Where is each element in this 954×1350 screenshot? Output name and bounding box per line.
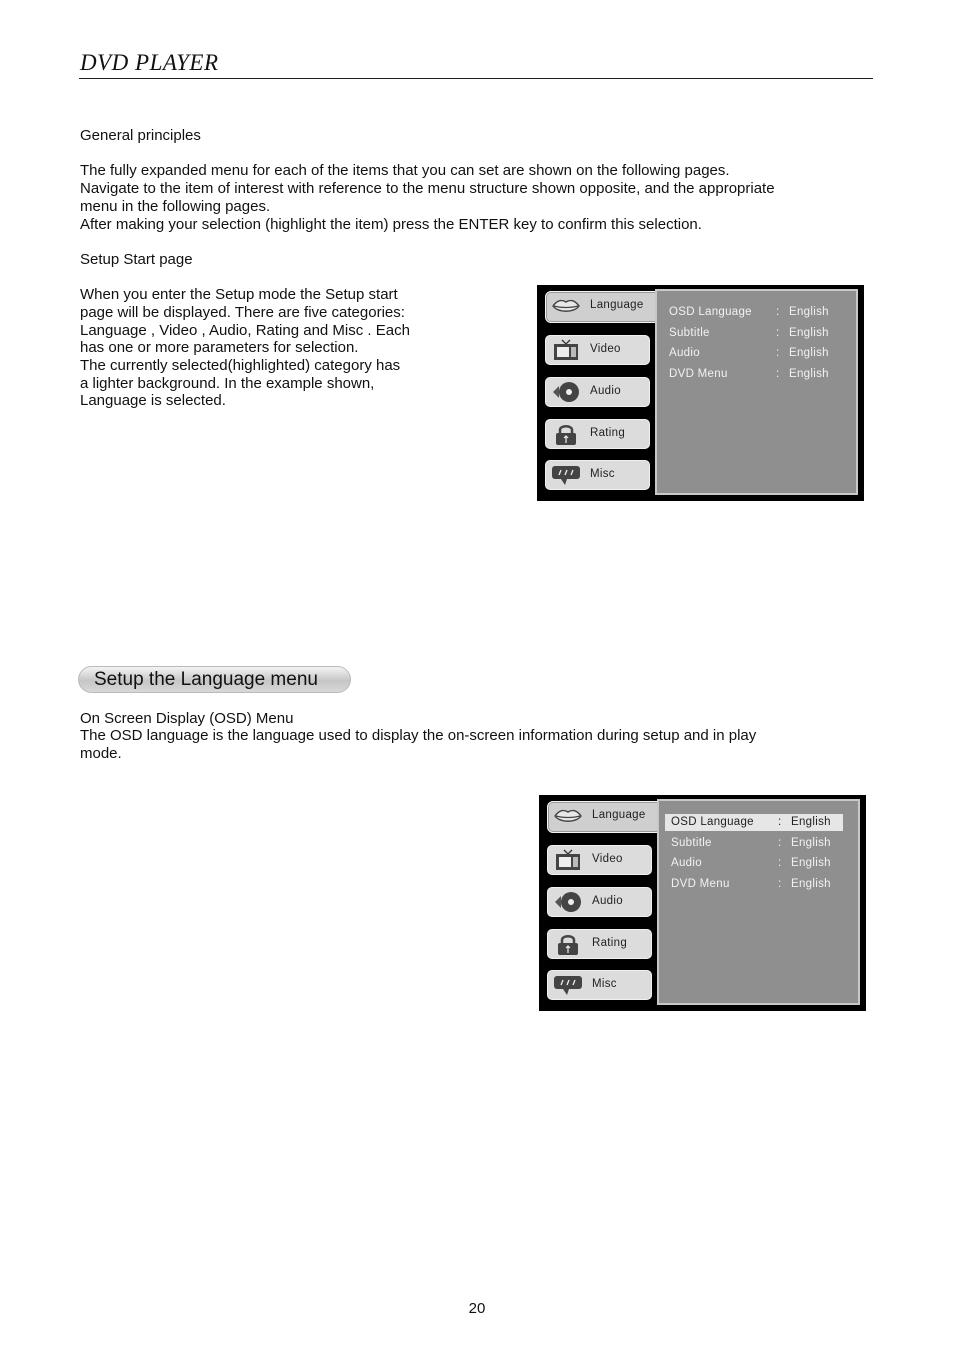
setup-start-text-line: Language is selected.	[80, 392, 226, 409]
osd-intro-line: mode.	[80, 745, 122, 762]
option-name: Subtitle	[669, 327, 710, 339]
category-label: Audio	[590, 385, 621, 397]
category-misc[interactable]	[545, 460, 650, 490]
category-label: Video	[590, 343, 621, 355]
option-subtitle[interactable]	[667, 325, 847, 342]
setup-menu-screenshot-language	[539, 795, 866, 1011]
category-misc[interactable]	[547, 970, 652, 1000]
category-label: Language	[590, 299, 644, 311]
option-value: English	[789, 368, 829, 380]
lips-icon	[551, 295, 581, 317]
option-name: Subtitle	[671, 837, 712, 849]
setup-start-text-line: The currently selected(highlighted) category has	[80, 357, 401, 374]
option-value: English	[789, 347, 829, 359]
option-separator: :	[776, 327, 780, 339]
category-label: Misc	[592, 978, 617, 990]
option-value: English	[789, 327, 829, 339]
section-title-pill	[78, 666, 351, 693]
option-name: DVD Menu	[669, 368, 728, 380]
option-value: English	[791, 857, 831, 869]
category-rating[interactable]	[547, 929, 652, 959]
disc-icon	[551, 381, 581, 403]
options-panel	[657, 799, 860, 1005]
option-separator: :	[778, 837, 782, 849]
page-header-title: DVD PLAYER	[80, 50, 219, 75]
category-label: Audio	[592, 895, 623, 907]
category-label: Rating	[590, 427, 626, 439]
setup-start-text-line: has one or more parameters for selection.	[80, 339, 359, 356]
option-value: English	[791, 816, 831, 828]
general-text-line: After making your selection (highlight the item) press the ENTER key to confirm this selection.	[80, 216, 702, 233]
option-separator: :	[776, 347, 780, 359]
option-separator: :	[778, 878, 782, 890]
option-name: OSD Language	[671, 816, 754, 828]
osd-intro-line: The OSD language is the language used to display the on-screen information during setup and in play	[80, 727, 757, 744]
option-separator: :	[776, 368, 780, 380]
section-title: Setup the Language menu	[94, 669, 318, 690]
option-osd-language[interactable]	[667, 304, 847, 321]
options-panel	[655, 289, 858, 495]
page-number: 20	[468, 1300, 486, 1317]
option-name: OSD Language	[669, 306, 752, 318]
osd-intro-line: On Screen Display (OSD) Menu	[80, 710, 294, 727]
lock-icon	[553, 933, 583, 955]
category-video[interactable]	[545, 335, 650, 365]
tv-icon	[551, 339, 581, 361]
option-separator: :	[778, 857, 782, 869]
option-osd-language[interactable]	[665, 814, 843, 831]
general-principles-heading: General principles	[80, 127, 201, 144]
category-label: Misc	[590, 468, 615, 480]
option-name: Audio	[669, 347, 700, 359]
disc-icon	[553, 891, 583, 913]
option-value: English	[791, 878, 831, 890]
header-rule	[79, 78, 873, 79]
option-audio[interactable]	[669, 855, 849, 872]
general-text-line: The fully expanded menu for each of the items that you can set are shown on the following pages.	[80, 162, 730, 179]
option-separator: :	[778, 816, 782, 828]
option-audio[interactable]	[667, 345, 847, 362]
setup-menu-screenshot-start	[537, 285, 864, 501]
lock-icon	[551, 423, 581, 445]
option-dvd-menu[interactable]	[667, 366, 847, 383]
category-audio[interactable]	[547, 887, 652, 917]
lips-icon	[553, 805, 583, 827]
option-dvd-menu[interactable]	[669, 876, 849, 893]
category-language[interactable]	[547, 801, 659, 833]
category-rating[interactable]	[545, 419, 650, 449]
option-value: English	[791, 837, 831, 849]
category-label: Video	[592, 853, 623, 865]
option-name: Audio	[671, 857, 702, 869]
setup-start-text-line: Language , Video , Audio, Rating and Misc . Each	[80, 322, 410, 339]
category-audio[interactable]	[545, 377, 650, 407]
tv-icon	[553, 849, 583, 871]
option-subtitle[interactable]	[669, 835, 849, 852]
setup-start-text-line: a lighter background. In the example shown,	[80, 375, 375, 392]
option-value: English	[789, 306, 829, 318]
general-text-line: Navigate to the item of interest with reference to the menu structure shown opposite, and the appropriate	[80, 180, 775, 197]
speech-bubble-icon	[553, 974, 583, 996]
setup-start-heading: Setup Start page	[80, 251, 193, 268]
general-text-line: menu in the following pages.	[80, 198, 271, 215]
category-label: Language	[592, 809, 646, 821]
category-language[interactable]	[545, 291, 657, 323]
category-video[interactable]	[547, 845, 652, 875]
setup-start-text-line: page will be displayed. There are five categories:	[80, 304, 405, 321]
category-label: Rating	[592, 937, 628, 949]
speech-bubble-icon	[551, 464, 581, 486]
option-separator: :	[776, 306, 780, 318]
option-name: DVD Menu	[671, 878, 730, 890]
setup-start-text-line: When you enter the Setup mode the Setup start	[80, 286, 398, 303]
